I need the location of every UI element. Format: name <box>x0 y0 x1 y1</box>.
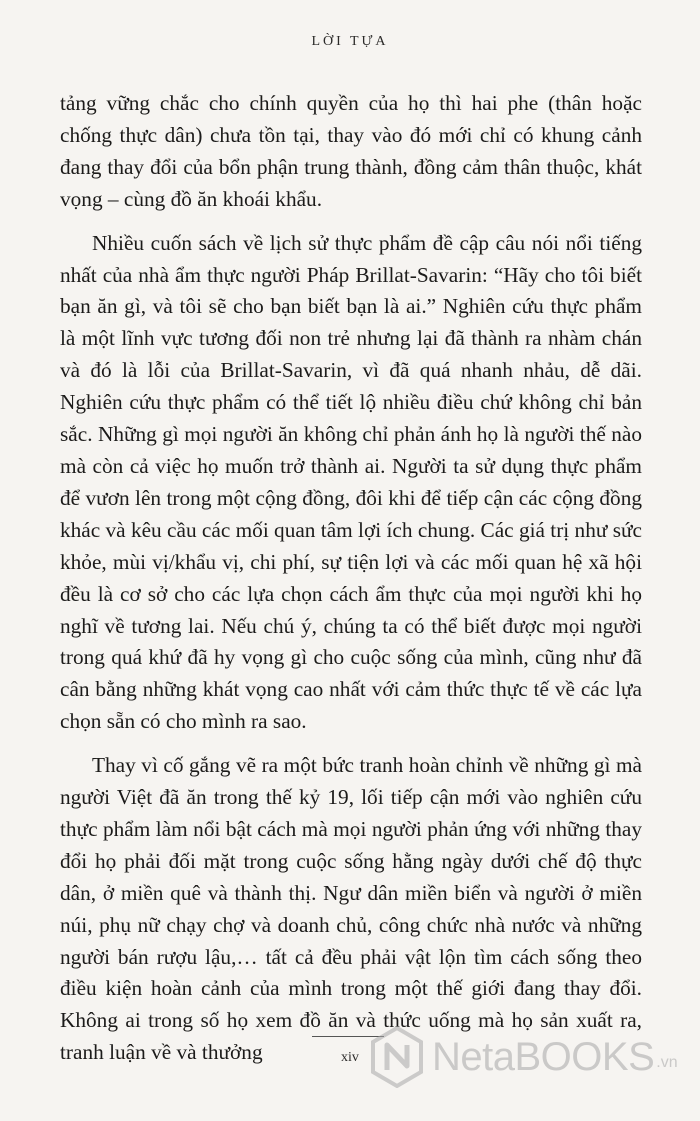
watermark-suffix: .vn <box>656 1054 678 1071</box>
paragraph-1: tảng vững chắc cho chính quyền của họ thì hai phe (thân hoặc chống thực dân) chưa tồn tại, thay vào đó mới chỉ có khung cảnh đang thay đổi của bổn phận trung thành, đồng cảm thân thuộc, khát vọng – cùng đồ ăn khoái khẩu. <box>60 91 642 211</box>
body-text <box>60 88 642 1081</box>
watermark <box>370 1022 678 1092</box>
page-number: xiv <box>341 1050 359 1065</box>
watermark-brand: NetaBOOKS <box>432 1034 655 1079</box>
netabooks-logo-icon <box>370 1026 424 1088</box>
paragraph-3: Thay vì cố gắng vẽ ra một bức tranh hoàn chỉnh về những gì mà người Việt đã ăn trong thế kỷ 19, lối tiếp cận mới vào nghiên cứu thực phẩm làm nổi bật cách mà mọi người phản ứng với những thay đổi họ phải đối mặt trong cuộc sống hằng ngày dưới chế độ thực dân, ở miền quê và thành thị. Ngư dân miền biển và người ở miền núi, phụ nữ chạy chợ và doanh chủ, công chức nhà nước và những người bán rượu lậu,… tất cả đều phải vật lộn tìm cách sống theo điều kiện hoàn cảnh của mình trong một thế giới đang thay đổi. Không ai trong số họ xem đồ ăn và thức uống mà họ sản xuất ra, tranh luận về và thưởng <box>60 753 642 1065</box>
running-title: LỜI TỰA <box>311 34 389 49</box>
paragraph-2: Nhiều cuốn sách về lịch sử thực phẩm đề cập câu nói nổi tiếng nhất của nhà ẩm thực người Pháp Brillat-Savarin: “Hãy cho tôi biết bạn ăn gì, và tôi sẽ cho bạn biết bạn là ai.” Nghiên cứu thực phẩm là một lĩnh vực tương đối non trẻ nhưng lại đã thành ra nhàm chán và đó là lỗi của Brillat-Savarin, vì đã quá nhanh nhảu, dễ dãi. Nghiên cứu thực phẩm có thể tiết lộ nhiều điều chứ không chỉ bản sắc. Những gì mọi người ăn không chỉ phản ánh họ là người thế nào mà còn cả việc họ muốn trở thành ai. Người ta sử dụng thực phẩm để vươn lên trong một cộng đồng, đôi khi để tiếp cận các cộng đồng khác và kêu cầu các mối quan tâm lợi ích chung. Các giá trị như sức khỏe, mùi vị/khẩu vị, chi phí, sự tiện lợi và các mối quan hệ xã hội đều là cơ sở cho các lựa chọn cách ẩm thực của mọi người khi họ nghĩ về tương lai. Nếu chú ý, chúng ta có thể biết được mọi người trong quá khứ đã hy vọng gì cho cuộc sống của mình, cũng như đã cân bằng những khát vọng cao nhất với cảm thức thực tế về các lựa chọn sẵn có cho mình ra sao. <box>60 230 642 734</box>
